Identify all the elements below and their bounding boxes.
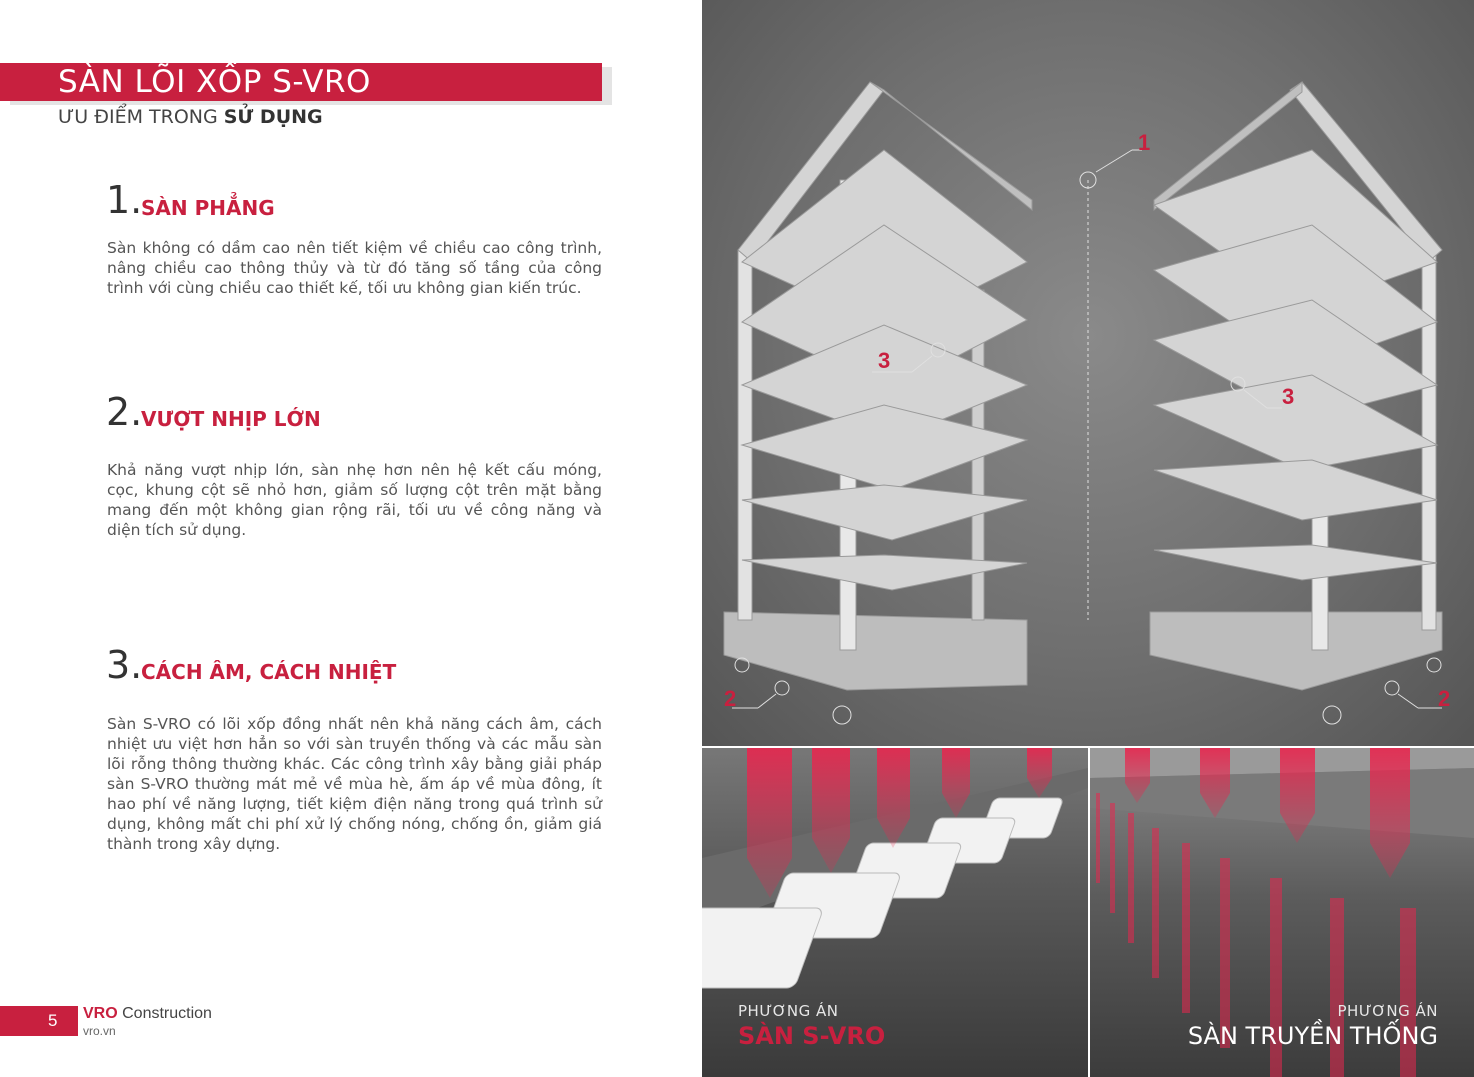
brand-rest: Construction xyxy=(117,1005,212,1022)
page-number: 5 xyxy=(48,1011,58,1030)
text-page xyxy=(0,0,702,1077)
panel-traditional-label-small: PHƯƠNG ÁN xyxy=(1337,1002,1438,1020)
callout-2-right: 2 xyxy=(1438,686,1451,711)
panel-svro xyxy=(702,748,1088,1077)
section-3-body: Sàn S-VRO có lõi xốp đồng nhất nên khả năng cách âm, cách nhiệt ưu việt hơn hẳn so với sàn truyền thống và các mẫu sàn lõi rỗng thông thường khác. Các công trình xây bằng giải pháp sàn S-VRO thường mát mẻ về mùa hè, ấm áp về mùa đông, ít hao phí về năng lượng, tiết kiệm điện năng trong quá trình sử dụng, không mất chi phí xử lý chống nóng, chống ồn, giảm giá thành trong xây dựng. xyxy=(107,715,602,853)
callout-2-left: 2 xyxy=(724,686,737,711)
page-title: SÀN LÕI XỐP S-VRO xyxy=(58,64,371,100)
callout-3-left: 3 xyxy=(878,348,891,373)
panel-svro-label-big: SÀN S-VRO xyxy=(738,1022,886,1050)
section-1-body: Sàn không có dầm cao nên tiết kiệm về chiều cao công trình, nâng chiều cao thông thủy và từ đó tăng số tầng của công trình với cùng chiều cao thiết kế, tối ưu không gian kiến trúc. xyxy=(107,239,602,297)
section-2-number: 2. xyxy=(106,390,143,434)
brand-bold: VRO xyxy=(83,1005,118,1022)
left-building xyxy=(724,82,1032,690)
subtitle-bold: SỬ DỤNG xyxy=(223,106,323,128)
section-3-title: CÁCH ÂM, CÁCH NHIỆT xyxy=(141,660,397,684)
brand-name xyxy=(83,1005,212,1023)
page-number-bar xyxy=(0,1006,78,1036)
section-3-number: 3. xyxy=(106,643,143,687)
page-subtitle xyxy=(58,106,323,128)
subtitle-prefix: ƯU ĐIỂM TRONG xyxy=(58,106,224,128)
section-2-title: VƯỢT NHỊP LỚN xyxy=(141,407,321,431)
building-diagram xyxy=(702,0,1474,746)
callout-1: 1 xyxy=(1138,130,1151,155)
section-1-title: SÀN PHẲNG xyxy=(141,196,275,220)
illustration-page xyxy=(702,0,1474,1077)
panel-svro-label-small: PHƯƠNG ÁN xyxy=(738,1002,839,1020)
right-building xyxy=(1150,82,1442,690)
callout-3-right: 3 xyxy=(1282,384,1295,409)
brand-url: vro.vn xyxy=(83,1024,116,1038)
section-1-number: 1. xyxy=(106,178,143,222)
section-2-body: Khả năng vượt nhịp lớn, sàn nhẹ hơn nên hệ kết cấu móng, cọc, khung cột sẽ nhỏ hơn, giảm số lượng cột trên mặt bằng mang đến một không gian rộng rãi, tối ưu về công năng và diện tích sử dụng. xyxy=(107,461,602,539)
panel-traditional-label-big: SÀN TRUYỀN THỐNG xyxy=(1187,1022,1438,1050)
building-render xyxy=(702,0,1474,746)
panel-traditional xyxy=(1090,748,1474,1077)
